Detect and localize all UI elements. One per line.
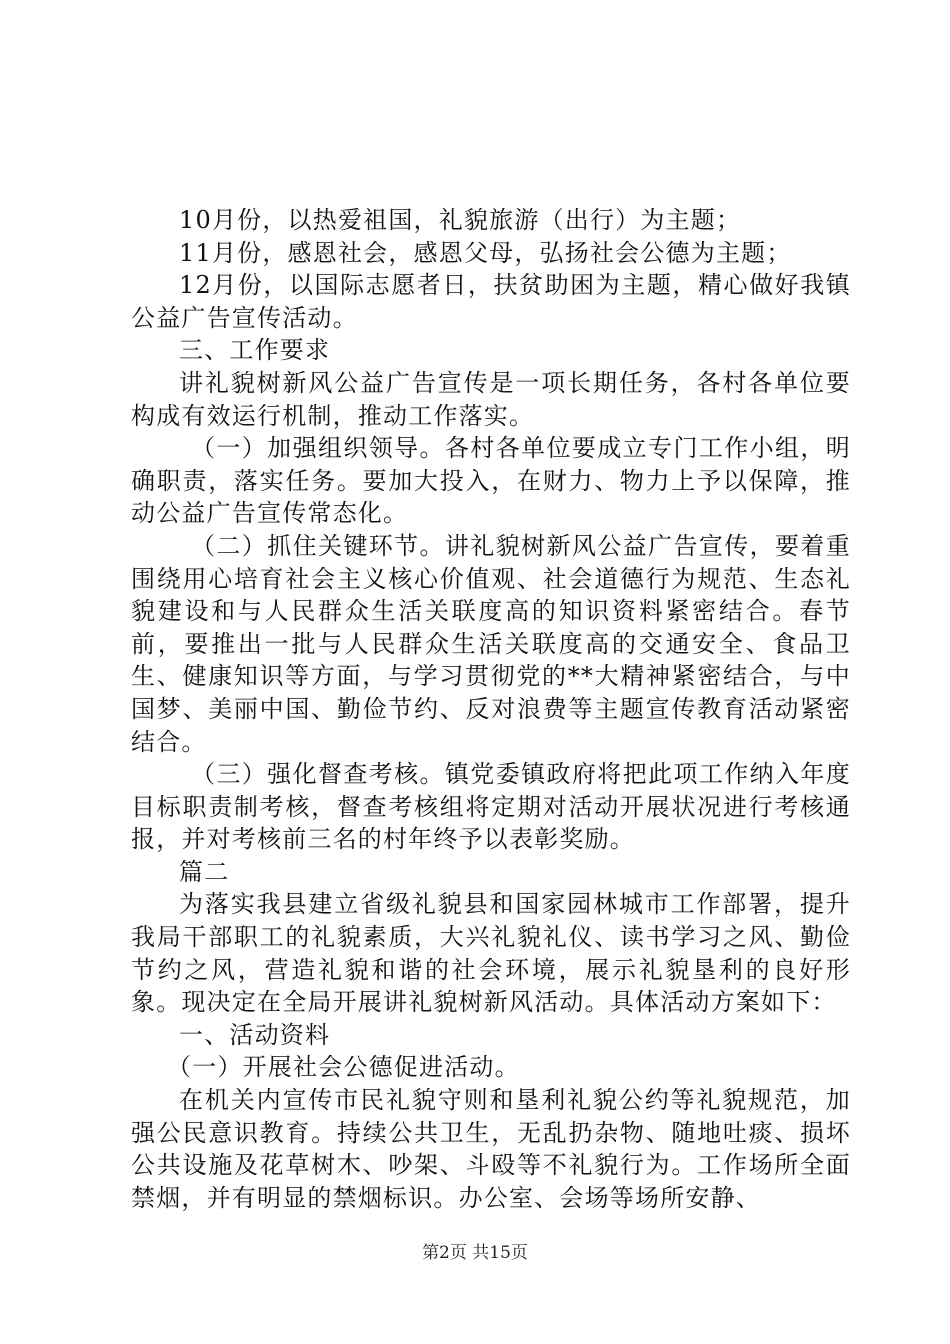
- paragraph: 10月份，以热爱祖国，礼貌旅游（出行）为主题；: [179, 206, 742, 234]
- paragraph: 12月份，以国际志愿者日，扶贫助困为主题，精心做好我镇公益广告宣传活动。: [131, 271, 851, 332]
- paragraph: 讲礼貌树新风公益广告宣传是一项长期任务，各村各单位要构成有效运行机制，推动工作落实。: [131, 368, 851, 430]
- paragraph: 11月份，感恩社会，感恩父母，弘扬社会公德为主题；: [179, 238, 792, 267]
- paragraph: 在机关内宣传市民礼貌守则和垦利礼貌公约等礼貌规范，加强公民意识教育。持续公共卫生，无乱扔杂物、随地吐痰、损坏公共设施及花草树木、吵架、斗殴等不礼貌行为。工作场所全面禁烟，并有明显的禁烟标识。办公室、会场等场所安静、: [131, 1086, 851, 1212]
- page-number-label: 第2页 共15页: [422, 1243, 528, 1263]
- subsection-heading: （一）开展社会公德促进活动。: [167, 1053, 520, 1082]
- section-heading: 一、活动资料: [179, 1020, 331, 1049]
- section-heading: 篇二: [179, 857, 230, 886]
- paragraph: （三）强化督查考核。镇党委镇政府将把此项工作纳入年度目标职责制考核，督查考核组将定期对活动开展状况进行考核通报，并对考核前三名的村年终予以表彰奖励。: [131, 760, 851, 854]
- paragraph: （一）加强组织领导。各村各单位要成立专门工作小组，明确职责，落实任务。要加大投入，在财力、物力上予以保障，推动公益广告宣传常态化。: [131, 434, 851, 528]
- paragraph: （二）抓住关键环节。讲礼貌树新风公益广告宣传，要着重围绕用心培育社会主义核心价值观、社会道德行为规范、生态礼貌建设和与人民群众生活关联度高的知识资料紧密结合。春节前，要推出一批与人民群众生活关联度高的交通安全、食品卫生、健康知识等方面，与学习贯彻党的**大精神紧密结合，与中国梦、美丽中国、勤俭节约、反对浪费等主题宣传教育活动紧密结合。: [131, 531, 851, 756]
- paragraph: 为落实我县建立省级礼貌县和国家园林城市工作部署，提升我局干部职工的礼貌素质，大兴礼貌礼仪、读书学习之风、勤俭节约之风，营造礼貌和谐的社会环境，展示礼貌垦利的良好形象。现决定在全局开展讲礼貌树新风活动。具体活动方案如下：: [131, 890, 851, 1017]
- page-footer: [0, 1238, 950, 1263]
- section-heading: 三、工作要求: [179, 336, 331, 365]
- document-body: [131, 204, 851, 1214]
